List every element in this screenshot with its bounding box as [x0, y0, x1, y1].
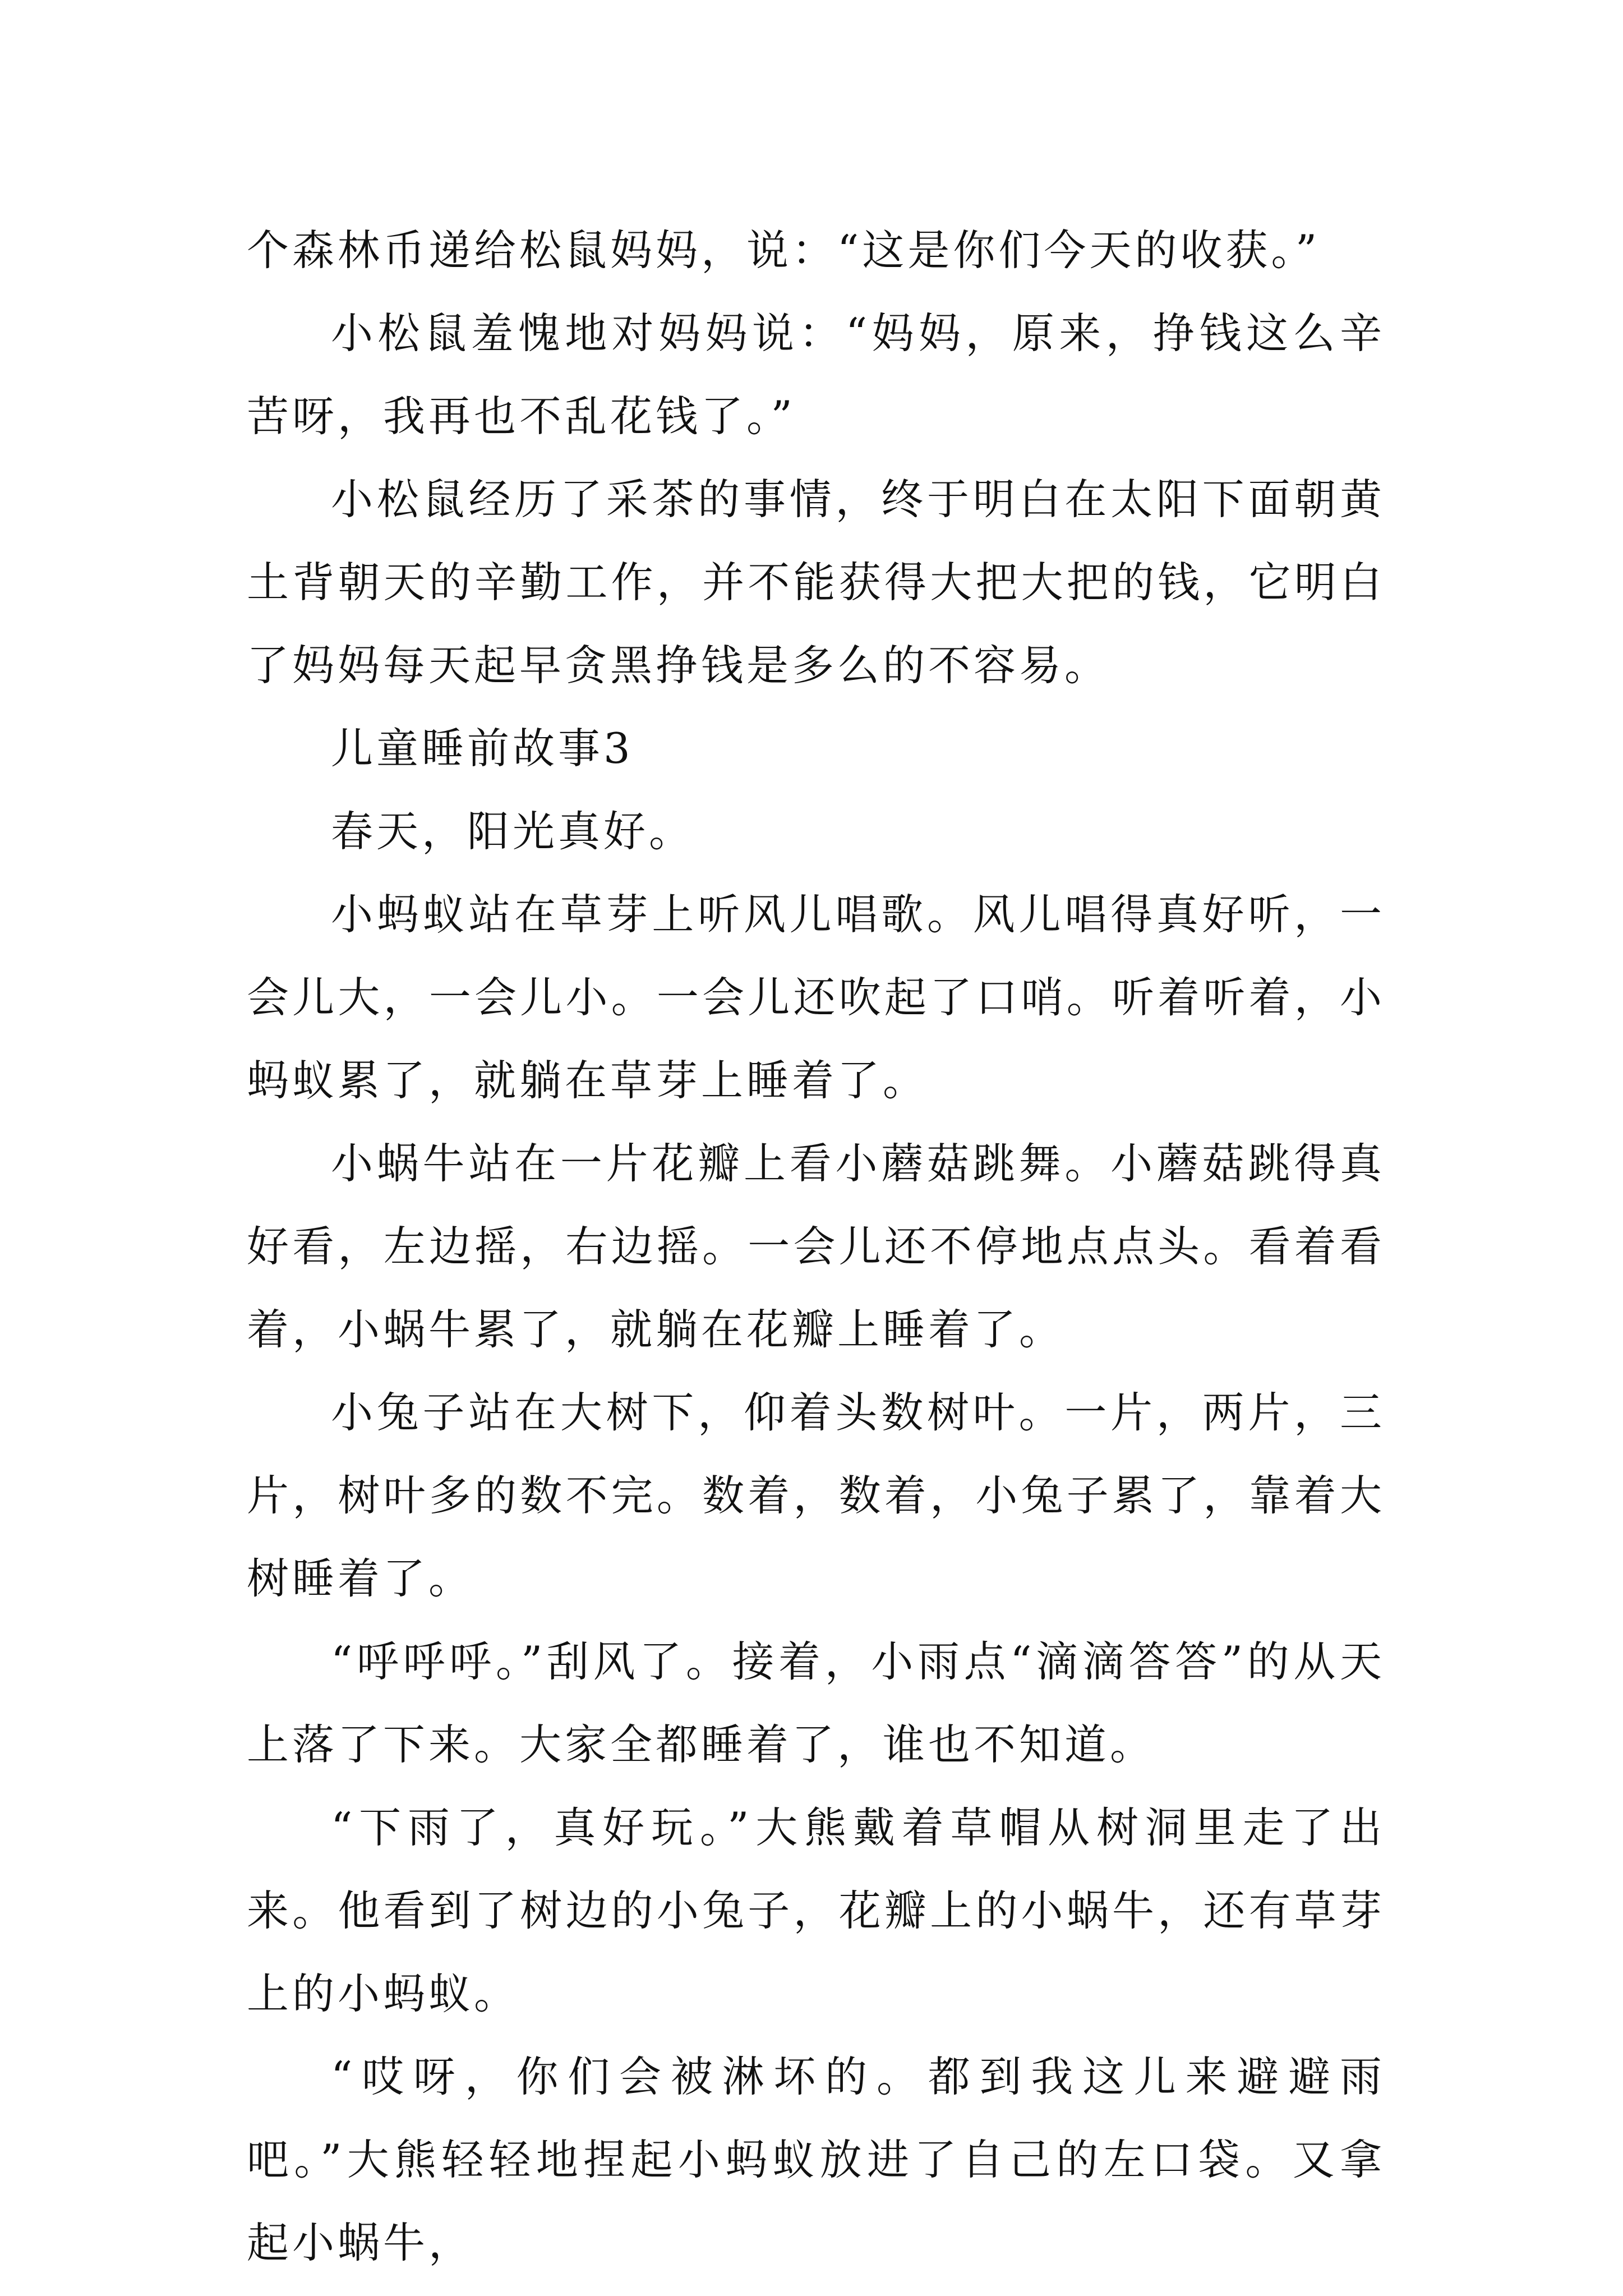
paragraph-2: 小松鼠羞愧地对妈妈说：“妈妈，原来，挣钱这么辛苦呀，我再也不乱花钱了。” — [247, 309, 1385, 441]
paragraph-7: 小蜗牛站在一片花瓣上看小蘑菇跳舞。小蘑菇跳得真好看，左边摇，右边摇。一会儿还不停地点点头。看着看着，小蜗牛累了，就躺在花瓣上睡着了。 — [247, 1139, 1385, 1354]
paragraph-8: 小兔子站在大树下，仰着头数树叶。一片，两片，三片，树叶多的数不完。数着，数着，小兔子累了，靠着大树睡着了。 — [247, 1388, 1385, 1603]
document-body — [247, 209, 1385, 2284]
paragraph-11: “哎呀，你们会被淋坏的。都到我这儿来避避雨吧。”大熊轻轻地捏起小蚂蚁放进了自己的左口袋。又拿起小蜗牛， — [247, 2052, 1385, 2267]
paragraph-5: 春天，阳光真好。 — [331, 807, 695, 856]
paragraph-10: “下雨了，真好玩。”大熊戴着草帽从树洞里走了出来。他看到了树边的小兔子，花瓣上的小蜗牛，还有草芽上的小蚂蚁。 — [247, 1803, 1385, 2018]
paragraph-9: “呼呼呼。”刮风了。接着，小雨点“滴滴答答”的从天上落了下来。大家全都睡着了，谁也不知道。 — [247, 1637, 1385, 1769]
story-heading: 儿童睡前故事3 — [331, 724, 634, 773]
paragraph-3: 小松鼠经历了采茶的事情，终于明白在太阳下面朝黄土背朝天的辛勤工作，并不能获得大把大把的钱，它明白了妈妈每天起早贪黑挣钱是多么的不容易。 — [247, 475, 1385, 690]
paragraph-1: 个森林币递给松鼠妈妈，说：“这是你们今天的收获。” — [247, 226, 1321, 275]
paragraph-6: 小蚂蚁站在草芽上听风儿唱歌。风儿唱得真好听，一会儿大，一会儿小。一会儿还吹起了口哨。听着听着，小蚂蚁累了，就躺在草芽上睡着了。 — [247, 890, 1385, 1105]
